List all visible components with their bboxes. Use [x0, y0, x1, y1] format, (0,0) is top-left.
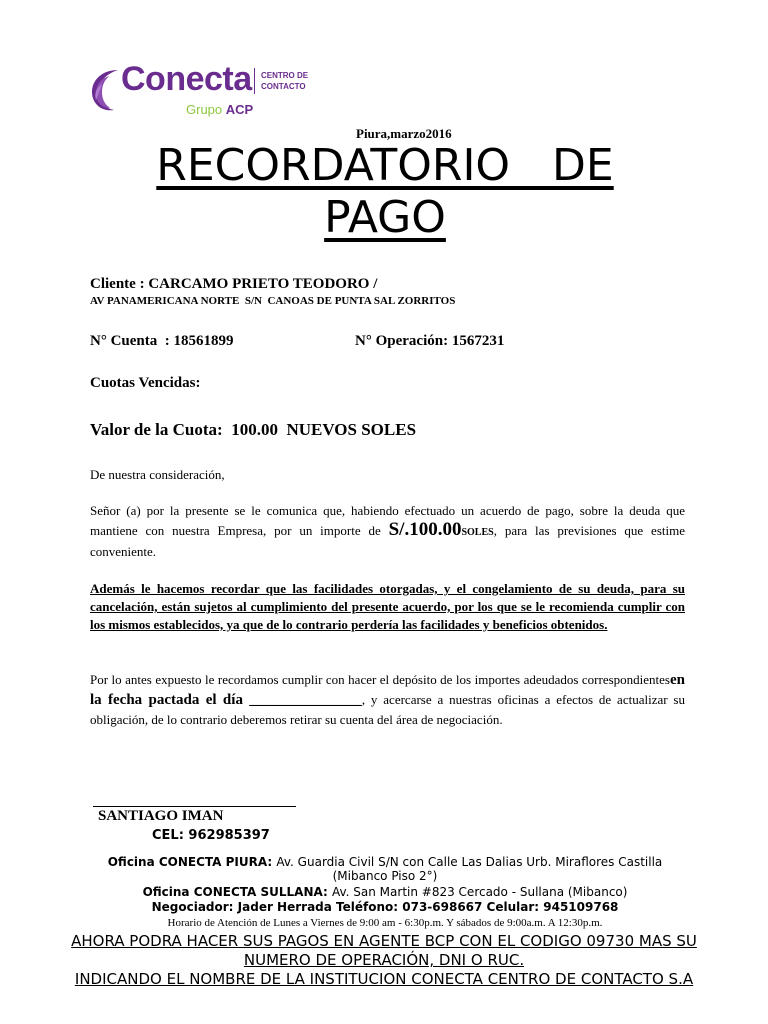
client-address: AV PANAMERICANA NORTE S/N CANOAS DE PUNTA SAL ZORRITOS	[90, 295, 456, 307]
p1-text-2: , para las previsiones que estime conveniente.	[90, 523, 685, 559]
paragraph-warning: Además le hacemos recordar que las facilidades otorgadas, y el congelamiento de su deuda, para su cancelación, están sujetos al cumplimiento del presente acuerdo, por los que se le recomienda cumplir con los mismos establecidos, ya que de lo contrario perdería las facilidades y beneficios obtenidos.	[90, 581, 685, 632]
logo-group-name: ACP	[225, 102, 254, 117]
p1-text-1: Señor (a) por la presente se le comunica que, habiendo efectuado un acuerdo de pago, sobre la deuda que mantiene con nuestra Empresa, por un importe de	[90, 503, 685, 538]
notice-line-2: INDICANDO EL NOMBRE DE LA INSTITUCION CONECTA CENTRO DE CONTACTO S.A	[74, 970, 694, 988]
office-piura-address: Av. Guardia Civil S/N con Calle Las Dalias Urb. Miraflores Castilla (Mibanco Piso 2°)	[276, 855, 663, 883]
logo-swirl-icon	[88, 66, 124, 114]
negociador-contact: Negociador: Jader Herrada Teléfono: 073-698667 Celular: 945109768	[151, 900, 619, 914]
salutation: De nuestra consideración,	[90, 467, 225, 482]
logo-separator	[254, 68, 255, 94]
valor-amount: 100.00	[231, 420, 278, 439]
document-title	[120, 140, 650, 244]
p3-fecha: en la fecha pactada el día _______________	[90, 672, 685, 708]
logo-tagline	[261, 70, 308, 92]
office-piura	[80, 855, 690, 883]
company-logo	[88, 62, 318, 122]
paragraph-deposit	[90, 670, 685, 729]
account-line	[90, 333, 234, 350]
office-hours: Horario de Atención de Lunes a Viernes de 9:00 am - 6:30p.m. Y sábados de 9:00a.m. A 12:30p.m.	[167, 917, 603, 929]
client-label: Cliente :	[90, 276, 149, 292]
operation-label: N° Operación:	[355, 333, 452, 349]
account-number: 18561899	[173, 333, 234, 349]
office-sullana	[80, 885, 690, 899]
notice-line-1: AHORA PODRA HACER SUS PAGOS EN AGENTE BCP CON EL CODIGO 09730 MAS SU NUMERO DE OPERACIÓN, DNI O RUC.	[71, 932, 697, 969]
operation-number: 1567231	[451, 333, 505, 349]
office-sullana-label: Oficina CONECTA SULLANA:	[142, 885, 332, 899]
paragraph-amount	[90, 501, 685, 561]
valor-currency: NUEVOS SOLES	[286, 420, 417, 439]
cuotas-vencidas-label: Cuotas Vencidas:	[90, 375, 201, 391]
client-line	[90, 276, 377, 293]
logo-tagline-1: CENTRO DE	[261, 71, 309, 80]
client-name: CARCAMO PRIETO TEODORO /	[148, 276, 378, 292]
title-line-1: RECORDATORIO DE	[156, 140, 614, 191]
office-piura-label: Oficina CONECTA PIURA:	[107, 855, 277, 869]
signer-name: SANTIAGO IMAN	[98, 808, 224, 824]
payment-notice	[60, 932, 708, 989]
title-line-2: PAGO	[324, 192, 446, 243]
p3-text-2: , y acercarse a nuestras oficinas a efectos de actualizar su obligación, de lo contrario deberemos retirar su cuenta del área de negociación.	[90, 692, 685, 727]
logo-group-prefix: Grupo	[186, 102, 223, 117]
p1-soles: SOLES	[461, 527, 494, 538]
office-sullana-address: Av. San Martin #823 Cercado - Sullana (Mibanco)	[331, 885, 628, 899]
valor-cuota-line	[90, 420, 416, 440]
p1-amount: S/.100.00	[388, 519, 462, 540]
p3-text-1: Por lo antes expuesto le recordamos cumplir con hacer el depósito de los importes adeudados correspondientes	[90, 672, 670, 687]
logo-group	[186, 102, 253, 117]
place-date: Piura,marzo2016	[356, 126, 452, 141]
logo-tagline-2: CONTACTO	[261, 82, 306, 91]
signer-cel: CEL: 962985397	[152, 828, 270, 843]
account-label: N° Cuenta :	[90, 333, 174, 349]
logo-brand: Conecta	[121, 60, 252, 98]
operation-line	[355, 333, 504, 350]
signature-line	[93, 806, 296, 807]
valor-label: Valor de la Cuota:	[90, 420, 232, 439]
